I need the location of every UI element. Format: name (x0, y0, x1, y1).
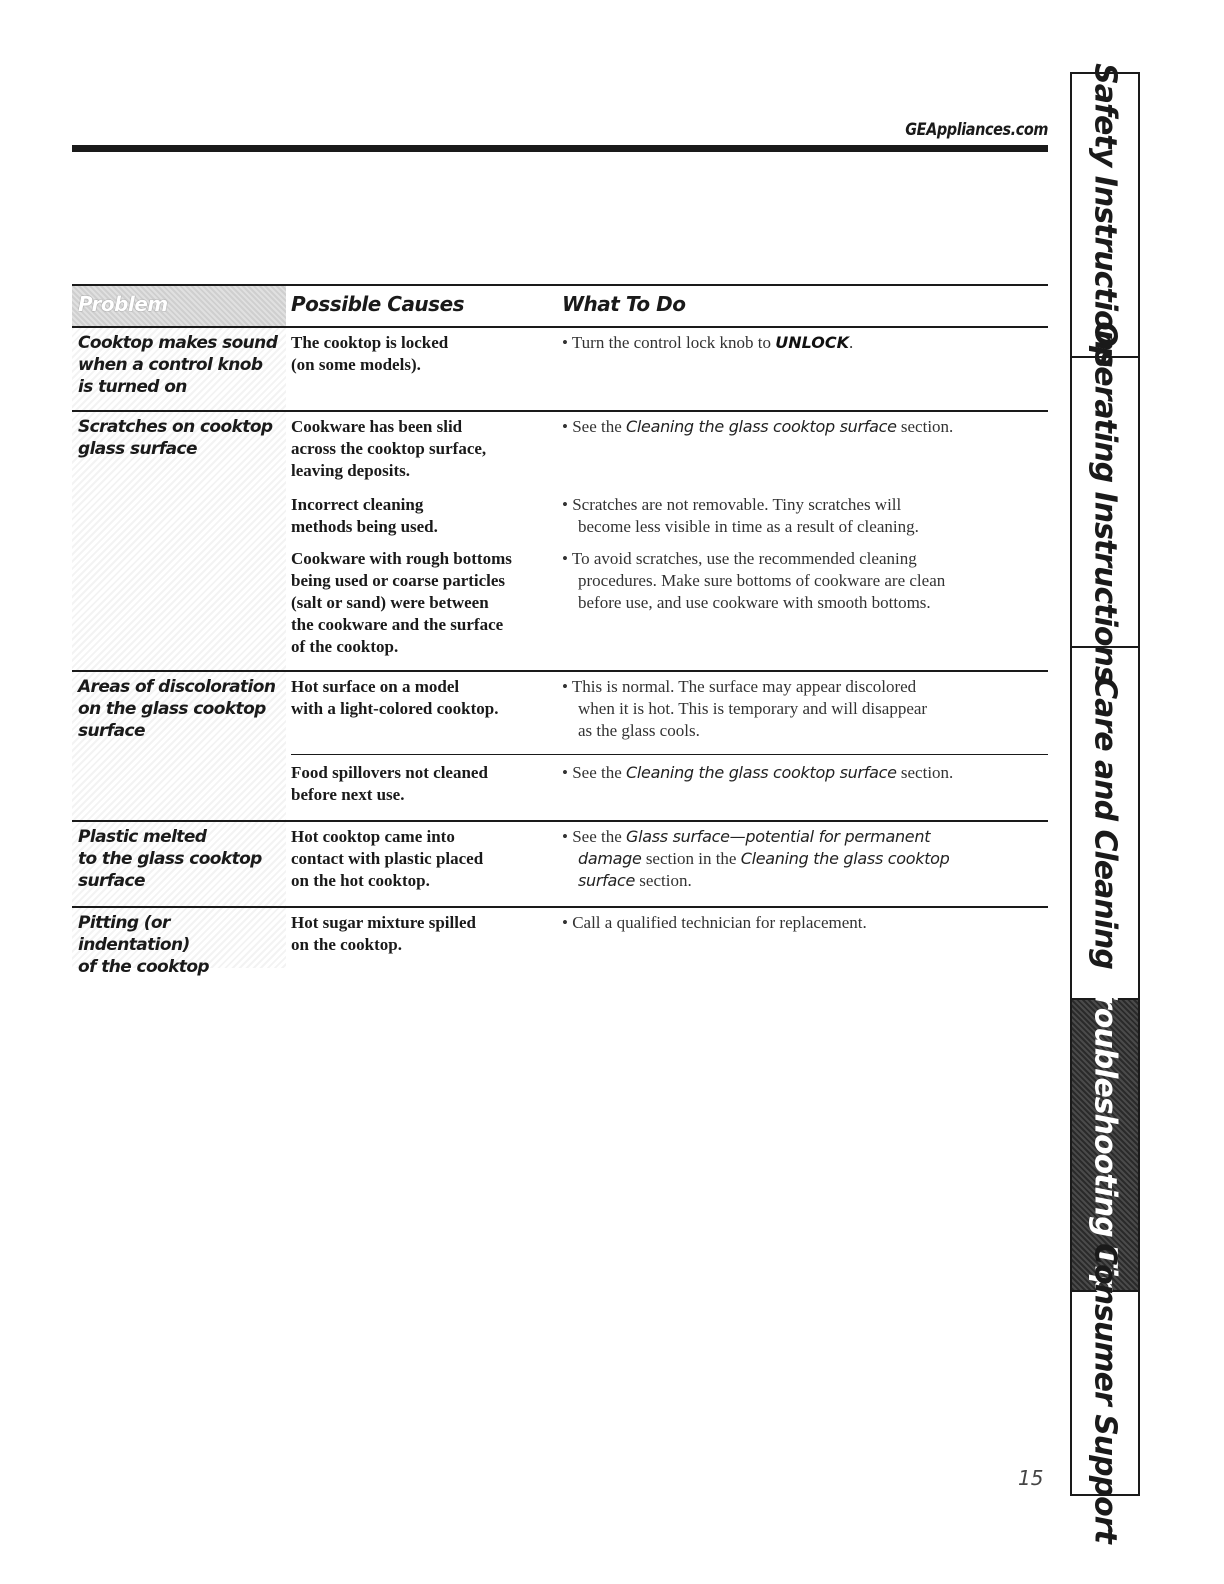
table-row (72, 412, 1048, 672)
table-header (72, 284, 1048, 328)
problem-column-header: Problem (78, 292, 168, 316)
tab-consumer-support[interactable] (1072, 1243, 1138, 1543)
problem-text: Pitting (or indentation) of the cooktop (78, 913, 209, 977)
cause-text: Incorrect cleaning methods being used. (291, 495, 438, 536)
cause-text: The cooktop is locked (on some models). (291, 333, 449, 374)
todo-text: • This is normal. The surface may appear discolored when it is hot. This is temporary and will disappear as the glass cools. (562, 677, 928, 740)
table-row (72, 822, 1048, 908)
site-url: GEAppliances.com (905, 120, 1048, 140)
todo-text: • Call a qualified technician for replacement. (562, 913, 867, 932)
causes-column-header: Possible Causes (291, 292, 465, 316)
cause-text: Hot sugar mixture spilled on the cooktop. (291, 913, 476, 954)
cause-text: Food spillovers not cleaned before next use. (291, 763, 488, 804)
troubleshooting-table (72, 284, 1048, 977)
table-row (72, 908, 1048, 977)
todo-column-header: What To Do (562, 292, 686, 316)
tab-label: Consumer Support (1087, 1243, 1123, 1543)
tab-care-and-cleaning[interactable] (1072, 648, 1138, 1000)
todo-text: • See the Cleaning the glass cooktop surface section. (562, 763, 954, 782)
cause-text: Cookware with rough bottoms being used or coarse particles (salt or sand) were between the cookware and the surface of the cooktop. (291, 549, 512, 656)
table-row (72, 672, 1048, 822)
todo-text: • See the Glass surface—potential for permanent damage section in the Cleaning the glass cooktop surface section. (562, 827, 950, 890)
tab-operating-instructions[interactable] (1072, 321, 1138, 683)
cause-text: Cookware has been slid across the cooktop surface, leaving deposits. (291, 417, 487, 480)
section-tabs (1070, 63, 1140, 1543)
todo-text: • See the Cleaning the glass cooktop surface section. (562, 417, 954, 436)
tab-label: Troubleshooting Tips (1087, 977, 1123, 1313)
page-number: 15 (1018, 1466, 1044, 1490)
top-rule (72, 145, 1048, 152)
problem-text: Cooktop makes sound when a control knob is turned on (78, 333, 278, 397)
cause-text: Hot surface on a model with a light-colored cooktop. (291, 677, 499, 718)
table-row (72, 328, 1048, 412)
sub-divider (291, 754, 1048, 755)
problem-text: Areas of discoloration on the glass cooktop surface (78, 677, 276, 741)
problem-text: Scratches on cooktop glass surface (78, 417, 273, 459)
problem-text: Plastic melted to the glass cooktop surface (78, 827, 262, 891)
tab-label: Safety Instructions (1087, 63, 1123, 367)
tab-label: Care and Cleaning (1087, 677, 1123, 969)
tab-label: Operating Instructions (1087, 321, 1123, 683)
todo-text: • Scratches are not removable. Tiny scratches will become less visible in time as a result of cleaning. (562, 495, 919, 536)
cause-text: Hot cooktop came into contact with plastic placed on the hot cooktop. (291, 827, 484, 890)
tab-safety-instructions[interactable] (1072, 63, 1138, 367)
todo-text: • To avoid scratches, use the recommended cleaning procedures. Make sure bottoms of cookware are clean before use, and use cookware with smooth bottoms. (562, 549, 946, 612)
todo-text: • Turn the control lock knob to UNLOCK. (562, 333, 854, 352)
